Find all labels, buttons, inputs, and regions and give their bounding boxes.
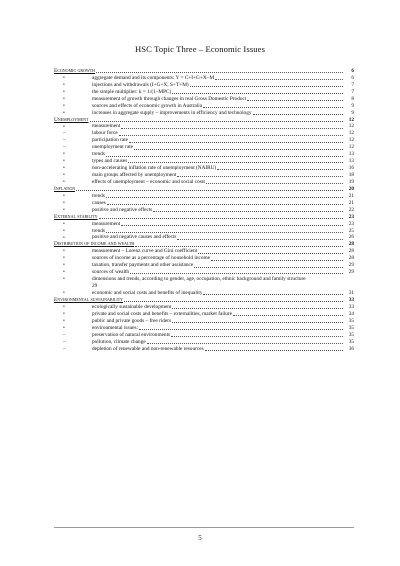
dot-leader [194,267,343,268]
dot-leader [172,322,343,323]
toc-entry-label: environmental issues: [92,324,139,331]
toc-entry [54,89,354,96]
dot-leader [99,218,343,219]
toc-entry-label: unemployment rate [92,144,134,151]
bullet-marker: • [63,220,65,227]
toc-entry [54,151,354,158]
toc-page-number: 29 [92,283,98,290]
bullet-marker: • [63,234,65,241]
dot-leader [172,93,343,94]
toc-entry [54,325,354,332]
bullet-marker: • [63,199,65,206]
dot-leader [134,149,343,150]
toc-entry-label: pollution, climate change [92,338,146,345]
toc-entry-continuation [54,283,354,290]
toc-page-number: 21 [348,192,354,199]
dot-leader [106,232,343,233]
toc-page-number: 16 [348,165,354,172]
toc-page-number: 28 [348,255,354,262]
toc-page-number: 21 [348,199,354,206]
toc-page-number: 12 [348,123,354,130]
bullet-marker: • [63,158,65,165]
dot-leader [129,142,343,143]
toc-page-number: 6 [351,74,354,81]
toc-page-number: 33 [348,296,354,303]
toc-entry-label: aggregate demand and its components: Y = C+I+G+X–M [92,74,215,81]
toc-page-number: 28 [348,241,354,248]
dot-leader [203,294,343,295]
toc-section [54,214,354,221]
toc-entry-label: measurement [92,123,121,130]
toc-entry [54,235,354,242]
dot-leader [106,156,343,157]
dot-leader [190,86,343,87]
toc-page-number: 13 [348,151,354,158]
toc-entry [54,158,354,165]
toc-entry [54,311,354,318]
bullet-marker: – [63,144,66,151]
footer-rule [54,527,354,528]
toc-entry-label: sources of income as a percentage of household income [92,255,210,262]
bullet-marker: • [63,262,65,269]
toc-entry [54,200,354,207]
bullet-marker: • [63,269,65,276]
toc-page-number: 12 [348,116,354,123]
toc-entry [54,172,354,179]
dot-leader [130,273,343,274]
toc-entry [54,221,354,228]
toc-entry [54,304,354,311]
toc-page-number: 12 [348,130,354,137]
toc-page-number: 9 [351,102,354,109]
toc-entry-label: taxation, transfer payments and other assistance [92,262,194,269]
toc-entry-label: effects of unemployment – economic and social costs [92,178,206,185]
dot-leader [177,176,343,177]
bullet-marker: • [63,102,65,109]
toc-entry [54,130,354,137]
dot-leader [198,253,343,254]
toc-entry [54,332,354,339]
bullet-marker: • [63,95,65,102]
toc-entry-label: depletion of renewable and non-renewable resources [92,345,204,352]
toc-entry [54,276,354,283]
toc-entry-label: main groups affected by unemployment [92,172,177,179]
toc-entry-label: preservation of natural environments [92,331,171,338]
toc-page-number: 7 [351,88,354,95]
toc-entry [54,96,354,103]
toc-entry [54,165,354,172]
bullet-marker: • [63,255,65,262]
bullet-marker: – [63,338,66,345]
toc-entry [54,269,354,276]
bullet-marker: – [63,345,66,352]
toc-entry-label: increases in aggregate supply – improvements in efficiency and technology [92,109,252,116]
bullet-marker: – [63,331,66,338]
toc-page-number: 20 [348,185,354,192]
toc-entry-label: causes [92,199,106,206]
bullet-marker: • [63,81,65,88]
toc-entry-label: sources and effects of economic growth in Australia [92,102,203,109]
dot-leader [215,79,343,80]
bullet-marker: • [63,276,65,283]
toc-entry-label: trends [92,192,105,199]
toc-entry-label: measurement – Lorenz curve and Gini coefficient [92,248,198,255]
toc-section-label: Distribution of income and wealth [54,241,135,248]
toc-page-number: 9 [351,109,354,116]
dot-leader [253,114,344,115]
toc-entry-label: public and private goods – free riders [92,317,172,324]
dot-leader [119,135,343,136]
page-title: HSC Topic Three – Economic Issues [134,44,266,54]
toc-entry-label: dimensions and trends, according to gender, age, occupation, ethnic background and family structure [92,276,306,283]
toc-entry-label: labour force [92,130,118,137]
toc-section-label: Economic growth [54,67,96,74]
toc-entry [54,346,354,353]
toc-entry-label: injections and withdrawals (I+G+X; S+T+M) [92,81,189,88]
toc-entry-label: types and causes [92,158,128,165]
toc-page-number: 29 [348,269,354,276]
bullet-marker: – [63,130,66,137]
bullet-marker: • [63,192,65,199]
toc-entry-label: the simple multiplier: k = 1/(1–MPC) [92,88,172,95]
toc-section-label: External stability [54,213,98,220]
toc-entry [54,228,354,235]
toc-entry [54,144,354,151]
toc-page-number: 33 [348,303,354,310]
bullet-marker: • [63,310,65,317]
toc-section-label: Inflation [54,185,76,192]
toc-page-number: 22 [348,206,354,213]
toc-entry-label: ecologically sustainable development [92,303,172,310]
page-number: 5 [198,534,202,542]
bullet-marker: • [63,123,65,130]
dot-leader [217,169,343,170]
toc-section [54,117,354,124]
toc-entry-label: sources of wealth [92,269,130,276]
dot-leader [121,225,343,226]
toc-section-label: Environmental sustainability [54,296,124,303]
dot-leader [90,121,344,122]
dot-leader [121,128,343,129]
toc-entry [54,262,354,269]
bullet-marker: • [63,74,65,81]
toc-page-number: 6 [351,67,354,74]
dot-leader [247,100,343,101]
toc-entry [54,207,354,214]
dot-leader [206,183,343,184]
dot-leader [172,308,343,309]
dot-leader [106,197,343,198]
toc-entry [54,318,354,325]
dot-leader [139,329,343,330]
toc-entry [54,137,354,144]
toc-section-label: Unemployment [54,116,89,123]
bullet-marker: • [63,165,65,172]
toc-entry-label: economic and social costs and benefits of inequality [92,290,203,296]
toc-page-number: 18 [348,172,354,179]
dot-leader [147,343,343,344]
toc-page-number: 12 [348,144,354,151]
dot-leader [211,260,343,261]
toc-entry-label: participation rate [92,137,129,144]
toc-entry [54,248,354,255]
bullet-marker: • [63,109,65,116]
toc-entry [54,193,354,200]
bullet-marker: • [63,88,65,95]
toc-entry-label: positive and negative causes and effects [92,234,177,241]
toc-entry-label: private and social costs and benefits – externalities, market failure [92,310,233,317]
toc-page-number: 23 [348,213,354,220]
toc-page-number: 13 [348,158,354,165]
toc-entry [54,124,354,131]
toc-entry [54,339,354,346]
bullet-marker: • [63,206,65,213]
toc-section [54,297,354,304]
toc-section [54,186,354,193]
toc-entry-label: trends [92,227,105,234]
bullet-marker: • [63,227,65,234]
toc-entry [54,110,354,117]
bullet-marker: – [63,137,66,144]
toc-page-number: 28 [348,248,354,255]
toc-page-number: 35 [348,331,354,338]
dot-leader [76,190,343,191]
dot-leader [171,336,343,337]
toc-page-number: 35 [348,338,354,345]
toc-entry [54,255,354,262]
toc-page-number: 25 [348,227,354,234]
table-of-contents [54,68,354,352]
bullet-marker: • [63,151,65,158]
dot-leader [203,107,343,108]
bullet-marker: • [63,303,65,310]
toc-page-number: 34 [348,310,354,317]
bullet-marker: • [63,317,65,324]
dot-leader [124,301,343,302]
toc-page-number: 19 [348,178,354,185]
toc-entry-label: trends [92,151,105,158]
dot-leader [96,72,343,73]
toc-page-number: 29 [348,262,354,269]
toc-entry-label: measurement of growth through changes in real Gross Domestic Product [92,95,247,102]
toc-page-number: 23 [348,220,354,227]
toc-entry [54,103,354,110]
bullet-marker: • [63,290,65,297]
toc-entry-label: positive and negative effects [92,206,153,213]
toc-entry-label: non-accelerating inflation rate of unemployment (NAIRU) [92,165,217,172]
toc-page-number: 31 [348,290,354,296]
bullet-marker: • [63,179,65,185]
toc-entry [54,290,354,297]
bullet-marker: • [63,248,65,255]
dot-leader [233,315,343,316]
toc-page-number: 36 [348,345,354,352]
dot-leader [153,211,343,212]
toc-page-number: 26 [348,234,354,241]
dot-leader [205,350,343,351]
toc-entry [54,179,354,186]
toc-section [54,68,354,75]
toc-page-number: 7 [351,81,354,88]
bullet-marker: • [63,172,65,179]
toc-page-number: 35 [348,324,354,331]
bullet-marker: • [63,324,65,331]
dot-leader [177,239,343,240]
toc-page-number: 8 [351,95,354,102]
dot-leader [135,246,343,247]
dot-leader [107,204,343,205]
toc-page-number: 12 [348,137,354,144]
toc-entry-label: measurement [92,220,121,227]
toc-entry [54,75,354,82]
dot-leader [128,162,343,163]
toc-section [54,241,354,248]
toc-page-number: 35 [348,317,354,324]
toc-entry [54,82,354,89]
